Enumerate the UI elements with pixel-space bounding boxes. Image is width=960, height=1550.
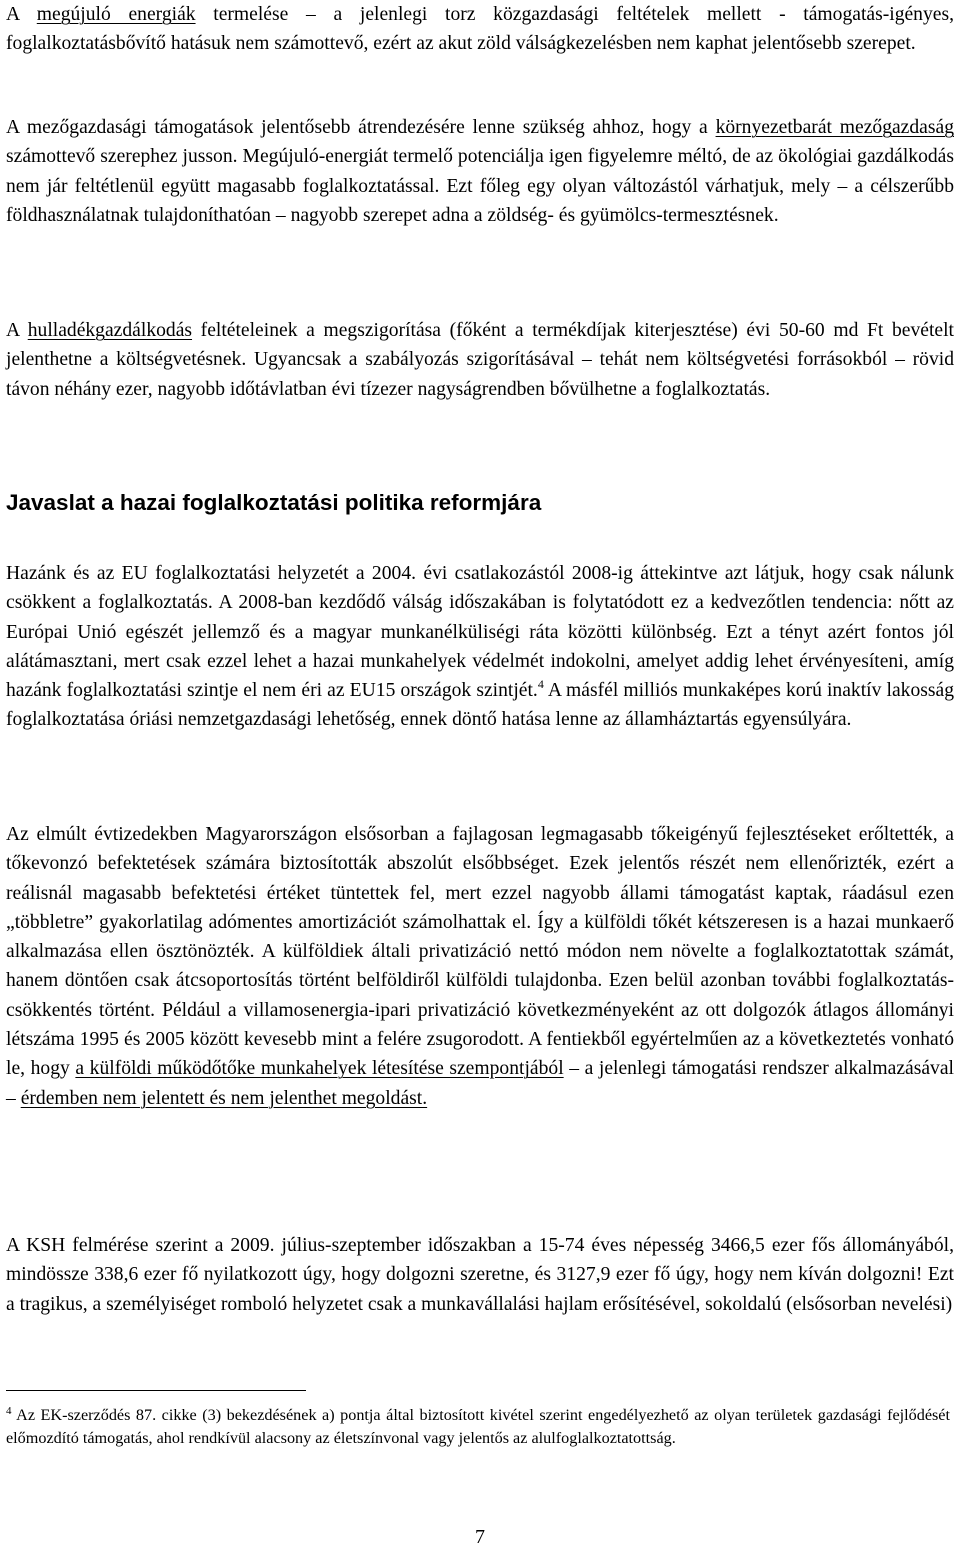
footnote: $^4$ Az EK-szerződés 87. cikke (3) bekezdésének a) pontja által biztosított kivétel szerint engedélyezhető az olyan területek gazdasági fejlődését előmozdító támogatás, ahol rendkívül alacsony az életszínvonal vagy jelentős az alulfoglalkoztatottság.	[6, 1405, 950, 1447]
paragraph-renewable-energy: A megújuló energiák termelése – a jelenlegi torz közgazdasági feltételek mellett - támogatás-igényes, foglalkoztatásbővítő hatásuk nem számottevő, ezért az akut zöld válságkezelésben nem kaphat jelentősebb szerepet.	[6, 4, 954, 55]
paragraph-ksh-survey: A KSH felmérése szerint a 2009. július-szeptember időszakban a 15-74 éves népesség 3466,5 ezer fős állományából, mindössze 338,6 ezer fő nyilatkozott úgy, hogy dolgozni szeretne, és 3127,9 ezer fő úgy, hogy nem kíván dolgozni! Ezt a tragikus, a személyiséget romboló helyzetet csak a munkavállalási hajlam erősítésével, sokoldalú (elsősorban nevelési)	[6, 1235, 954, 1315]
section-heading: Javaslat a hazai foglalkoztatási politika reformjára	[6, 490, 542, 515]
footnote-reference: 4	[537, 677, 544, 692]
paragraph-agriculture: A mezőgazdasági támogatások jelentősebb átrendezésére lenne szükség ahhoz, hogy a környezetbarát mezőgazdaság számottevő szerephez jusson. Megújuló-energiát termelő potenciálja igen figyelemre méltó, de az ökológiai gazdálkodás nem jár feltétlenül együtt magasabb foglalkoztatással. Ezt főleg egy olyan változástól várhatjuk, mely – a célszerűbb földhasználatnak tulajdoníthatóan – nagyobb szerepet adna a zöldség- és gyümölcs-termesztésnek.	[6, 117, 954, 226]
underlined-term-renewable-energy: megújuló energiák	[36, 4, 196, 25]
footnote-separator	[6, 1390, 306, 1391]
underlined-term-eco-agriculture: környezetbarát mezőgazdaság	[715, 117, 954, 138]
page-number: 7	[475, 1526, 485, 1548]
underlined-term-waste-management: hulladékgazdálkodás	[27, 320, 193, 341]
paragraph-employment-situation: Hazánk és az EU foglalkoztatási helyzetét a 2004. évi csatlakozástól 2008-ig áttekintve azt látjuk, hogy csak nálunk csökkent a foglalkoztatás. A 2008-ban kezdődő válság időszakában is folytatódott ez a kedvezőtlen tendencia: nőtt az Európai Unió egészét jellemző és a magyar munkanélküliségi ráta közötti különbség. Ezt a tényt azért fontos jól alátámasztani, mert csak ezzel lehet a hazai munkahelyek védelmét indokolni, amelyet addig lehet érvényesíteni, amíg hazánk foglalkoztatási szintje el nem éri az EU15 országok szintjét.$^4$ A másfél milliós munkaképes korú inaktív lakosság foglalkoztatása óriási nemzetgazdasági lehetőség, ennek döntő hatása lenne az államháztartás egyensúlyára.	[6, 563, 954, 731]
footnote-mark: 4	[6, 1405, 12, 1417]
paragraph-capital-investment: Az elmúlt évtizedekben Magyarországon elsősorban a fajlagosan legmagasabb tőkeigényű fejlesztéseket erőltették, a tőkevonzó befektetések számára biztosították abszolút elsőbbséget. Ezek jelentős részét nem ellenőrizték, ezért a reálisnál magasabb befektetési értéket tüntettek fel, mert ezzel nagyobb állami támogatást kaptak, ráadásul ezen „többletre” gyakorlatilag adómentes amortizációt számolhattak el. Így a külföldi tőkét kétszeresen is a hazai munkaerő alkalmazása ellen ösztönözték. A külföldiek általi privatizáció nettó módon nem növelte a foglalkoztatottak számát, hanem döntően csak átcsoportosítás történt belföldiről külföldi tulajdonba. Ezen belül azonban további foglalkoztatás-csökkentés történt. Például a villamosenergia-ipari privatizáció következményeként az ott dolgozók átlagos állományi létszáma 1995 és 2005 között kevesebb mint a felére zsugorodott. A fentiekből egyértelműen az a következtetés vonható le, hogy a külföldi működőtőke munkahelyek létesítése szempontjából – a jelenlegi támogatási rendszer alkalmazásával – érdemben nem jelentett és nem jelenthet megoldást.	[6, 824, 954, 1109]
paragraph-waste-management: A hulladékgazdálkodás feltételeinek a megszigorítása (főként a termékdíjak kiterjesztése) évi 50-60 md Ft bevételt jelenthetne a költségvetésnek. Ugyancsak a szabályozás szigorításával – tehát nem költségvetési forrásokból – rövid távon néhány ezer, nagyobb időtávlatban évi tízezer nagyságrendben bővülhetne a foglalkoztatás.	[6, 320, 955, 400]
underlined-phrase-no-solution: érdemben nem jelentett és nem jelenthet megoldást.	[20, 1087, 428, 1109]
underlined-phrase-foreign-capital: a külföldi működőtőke munkahelyek létesítése szempontjából	[75, 1058, 564, 1080]
